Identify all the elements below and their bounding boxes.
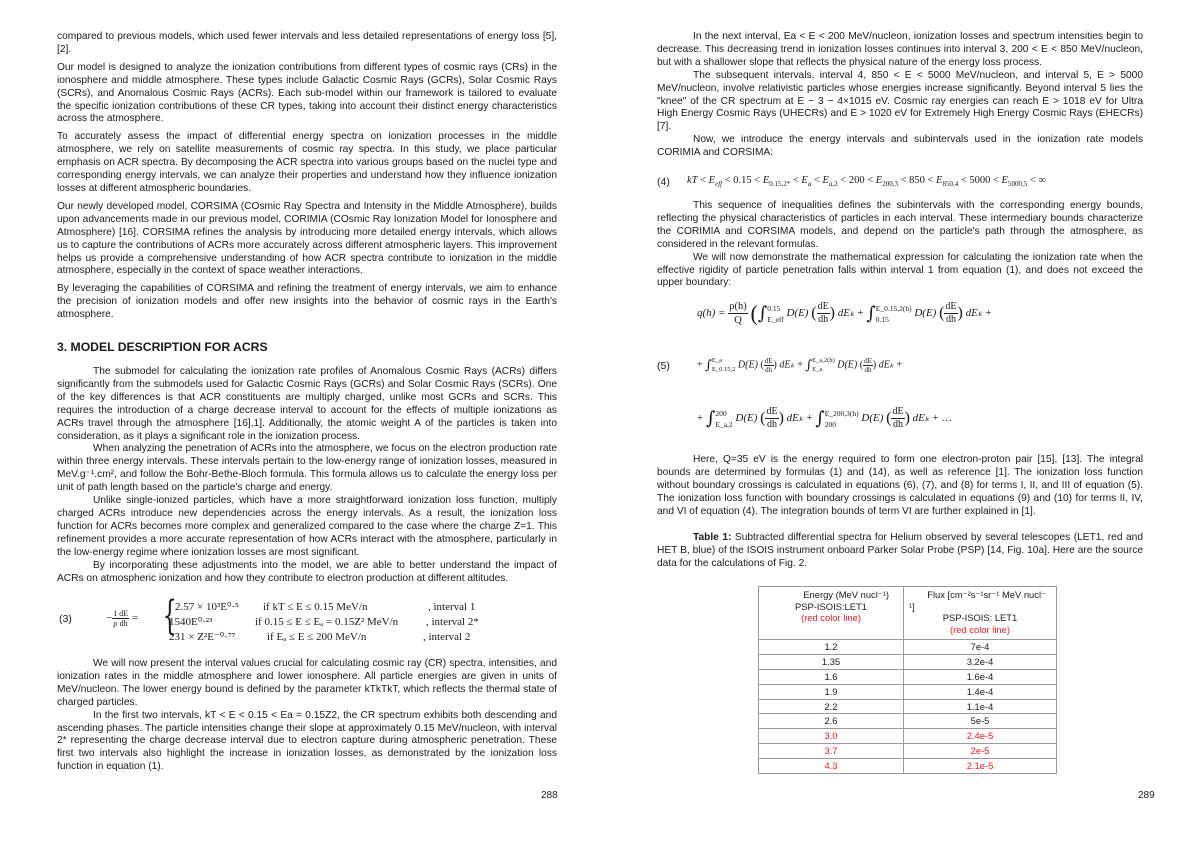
equation-5	[657, 300, 1143, 450]
inequalities-section	[657, 200, 1143, 290]
paragraph: Unlike single-ionized particles, which have a more straightforward ionization loss function, multiply charged ACRs introduce new dependencies across the energy intervals. As a result, the ionization loss function for ACRs becomes more complex and generalized compared to the case where the charge Z=1. This refinement provides a more accurate representation of how ACRs interact with the atmosphere, particularly in the low-energy regime where ionization losses are most significant.	[57, 495, 557, 558]
model-description-section	[57, 366, 557, 585]
brace: {	[162, 593, 177, 639]
equation-number: (5)	[657, 360, 670, 372]
paragraph: The submodel for calculating the ionization rate profiles of Anomalous Cosmic Rays (ACRs) differs significantly from the submodels used for Galactic Cosmic Rays (GCRs) and Solar Cosmic Rays (SCRs). One of the key differences is that ACR constituents are multiply charged, unlike most GCRs and SCRs. This requires the introduction of a charge decrease interval to account for the effects of multiple ionizations as ACRs travel through the atmosphere [16],1]. Additionally, the atomic weight A of the particles is taken into consideration, as it plays a significant role in the ionization process.	[57, 366, 557, 442]
table-label: Table 1:	[693, 532, 732, 543]
intervals-continued-section	[657, 31, 1143, 160]
table-row-highlighted: 4.3 2.1e-5	[759, 759, 1057, 774]
paragraph: By leveraging the capabilities of CORSIMA and refining the treatment of energy intervals, we aim to enhance the precision of ionization models and offer new insights into the behavior of cosmic rays in the Earth's atmosphere.	[57, 283, 557, 321]
paragraph: Our newly developed model, CORSIMA (COsmic Ray Spectra and Intensity in the Middle Atmosphere), builds upon advancements made in our previous model, CORIMIA (COsmic Ray Ionization Model for Ionosphere and Atmosphere) [16]. CORSIMA refines the analysis by introducing more detailed energy intervals, which allows us to capture the contributions of ACRs more accurately across different atmospheric layers. This improvement helps us provide a comprehensive understanding of how ACR spectra contribute to ionization in the middle atmosphere, especially in the context of space weather interactions.	[57, 200, 557, 277]
header-flux: Flux [cm⁻²s⁻¹sr⁻¹ MeV nucl⁻ ¹] PSP-ISOIS: LET1 (red color line)	[904, 587, 1057, 640]
paragraph: The subsequent intervals, interval 4, 850 < E < 5000 MeV/nucleon, and interval 5, E > 5000 MeV/nucleon, involve relativistic particles whose energies increase significantly. Beyond interval 5 lies the "knee" of the CR spectrum at E ~ 3 − 4×1015 eV. Cosmic ray energies can reach E > 1018 eV for Ultra High Energy Cosmic Rays (UHECRs) and E > 1020 eV for Extremely High Energy Cosmic Rays (EHECRs) [7].	[657, 69, 1143, 133]
case-row: 231 × Z²E⁻⁰·⁷⁷ if Eₐ ≤ E ≤ 200 MeV/n , interval 2	[169, 631, 471, 643]
equation-expression: kT < $E_{eff} < 0.15 < E_{0.15,2*} < E_a < E_{a,2} < 200 < E_{200,3} < 850 < E_{850,4} < 5000 < E_{5000,5}$ < ∞	[687, 175, 1046, 189]
paragraph: We will now demonstrate the mathematical expression for calculating the ionization rate when the effective rigidity of particle penetration falls within interval 1 from equation (1), and does not exceed the upper boundary:	[657, 251, 1143, 289]
paragraph: By incorporating these adjustments into the model, we are able to better understand the impact of ACRs on atmospheric ionization and how they contribute to electron production at different altitudes.	[57, 559, 557, 584]
paragraph: When analyzing the penetration of ACRs into the atmosphere, we focus on the electron production rate within three energy intervals. These intervals pertain to the low-energy range of ionization losses, measured in MeV.g⁻¹.cm², and follow the Bohr-Bethe-Bloch formula. This formula allows us to calculate the energy loss per unit of path length based on the particle's charge and energy.	[57, 443, 557, 494]
paragraph: In the first two intervals, kT < E < 0.15 < Ea = 0.15Z2, the CR spectrum exhibits both descending and ascending phases. The particle intensities change their slope at approximately 0.15 MeV/nucleon, with interval 2* representing the charge decrease interval due to electron capture during atmospheric penetration. These first two intervals also highlight the increase in ionization losses, as demonstrated by the ionization loss function in equation (1).	[57, 709, 557, 773]
paragraph: Here, Q=35 eV is the energy required to form one electron-proton pair [15], [13]. The integral bounds are determined by formulas (1) and (14), as well as reference [1]. The ionization loss function without boundary crossings is calculated in equations (6), (7), and (8) for terms I, II, and III of equation (5). The ionization loss function with boundary crossings is calculated in equations (9) and (10) for terms II, IV, and VI of equation (4). The integration bounds of term VI are further explained in [1].	[657, 454, 1143, 517]
paragraph: Now, we introduce the energy intervals and subintervals used in the ionization rate models CORIMIA and CORSIMA:	[657, 134, 1143, 159]
equation-line-1: q(h) = $\frac{\rho(h)}{Q}$ (∫ 0.15 E_eff D(E) ( $\frac{dE}{dh}$ ) dEₖ + ∫ E_0.15,2(h) 0.15 D(E) ( $\frac{dE}{dh}$ ) dEₖ +	[697, 300, 992, 326]
paragraph: This sequence of inequalities defines the subintervals with the corresponding energy bounds, reflecting the physical characteristics of particles in each interval. These intermediary bounds characterize the CORIMIA and CORSIMA models, and depend on the particle's path through the atmosphere, as considered in the relevant formulas.	[657, 200, 1143, 250]
paragraph: Our model is designed to analyze the ionization contributions from different types of cosmic rays (CRs) in the ionosphere and middle atmosphere. These types include Galactic Cosmic Rays (GCRs), Solar Cosmic Rays (SCRs), and Anomalous Cosmic Rays (ACRs). Each sub-model within our framework is tailored to evaluate the specific ionization contributions of these CR types, taking into account their distinct energy characteristics across the atmosphere.	[57, 61, 557, 125]
table-row: 2.6 5e-5	[759, 714, 1057, 729]
table-row: 1.2 7e-4	[759, 640, 1057, 655]
paragraph: We will now present the interval values crucial for calculating cosmic ray (CR) spectra, intensities, and ionization rates in the middle atmosphere and lower ionosphere. All particle energies are given in units of MeV/nucleon. The lower energy bound is defined by the parameter kTkTkT, which reflects the thermal state of charged particles.	[57, 658, 557, 708]
table-row: 1.35 3.2e-4	[759, 654, 1057, 669]
equation-line-2: + ∫ E_a E_0.15,2 D(E) ( $\frac{dE}{dh}$ ) dEₖ + ∫ E_a,2(h) E_a D(E) ( $\frac{dE}{dh}$ ) dEₖ +	[697, 356, 903, 374]
intro-section	[57, 31, 557, 322]
page-number: 288	[541, 790, 558, 801]
page-number: 289	[1138, 790, 1155, 801]
intervals-section	[57, 658, 557, 774]
table-row-highlighted: 3.7 2e-5	[759, 744, 1057, 759]
equation-3	[57, 593, 557, 648]
paragraph: compared to previous models, which used fewer intervals and less detailed representations of energy loss [5], [2].	[57, 31, 557, 55]
case-row: 1540E⁰·²³ if 0.15 ≤ E ≤ Eₐ = 0.15Z² MeV/n , interval 2*	[169, 616, 479, 628]
equation-lhs: − $\frac{1}{\rho}$ $\frac{dE}{dh}$ =	[106, 609, 139, 628]
header-energy: Energy (MeV nucl⁻¹) PSP-ISOIS:LET1 (red color line)	[759, 587, 904, 640]
left-page	[57, 0, 557, 849]
explanation-section	[657, 454, 1143, 519]
paragraph: In the next interval, Ea < E < 200 MeV/nucleon, ionization losses and spectrum intensities begin to decrease. This decreasing trend in ionization losses continues into interval 3, 200 < E < 850 MeV/nucleon, but with a shallower slope that reflects the physical nature of the energy loss process.	[657, 31, 1143, 68]
table-caption-text: Subtracted differential spectra for Helium observed by several telescopes (LET1, red and HET B, blue) of the ISOIS instrument onboard Parker Solar Probe (PSP) [14, Fig. 10a]. Here are the source data for the calculations of Fig. 2.	[657, 532, 1144, 569]
right-page	[657, 0, 1155, 849]
equation-number: (3)	[59, 613, 72, 625]
table-row: 2.2 1.1e-4	[759, 699, 1057, 714]
paragraph: To accurately assess the impact of differential energy spectra on ionization processes in the middle atmosphere, we rely on satellite measurements of cosmic ray spectra. In this study, we place particular emphasis on ACR spectra. By decomposing the ACR spectra into various groups based on the nuclei type and corresponding energy intervals, we can analyze their properties and understand how they influence ionization losses at different atmospheric boundaries.	[57, 131, 557, 194]
table-header-row	[759, 587, 1057, 640]
table-row-highlighted: 3.0 2.4e-5	[759, 729, 1057, 744]
equation-number: (4)	[657, 176, 670, 188]
table-row: 1.6 1.6e-4	[759, 669, 1057, 684]
section-heading: 3. MODEL DESCRIPTION FOR ACRS	[57, 340, 268, 354]
case-row: 2.57 × 10³E⁰·⁵ if kT ≤ E ≤ 0.15 MeV/n , interval 1	[175, 601, 476, 613]
equation-line-3: + ∫ 200 E_a,2 D(E) ( $\frac{dE}{dh}$ ) dEₖ + ∫ E_200,3(h) 200 D(E) ( $\frac{dE}{dh}$ ) dEₖ + …	[697, 406, 953, 430]
data-table	[758, 586, 1057, 774]
table-caption	[657, 532, 1143, 571]
table-row: 1.9 1.4e-4	[759, 684, 1057, 699]
